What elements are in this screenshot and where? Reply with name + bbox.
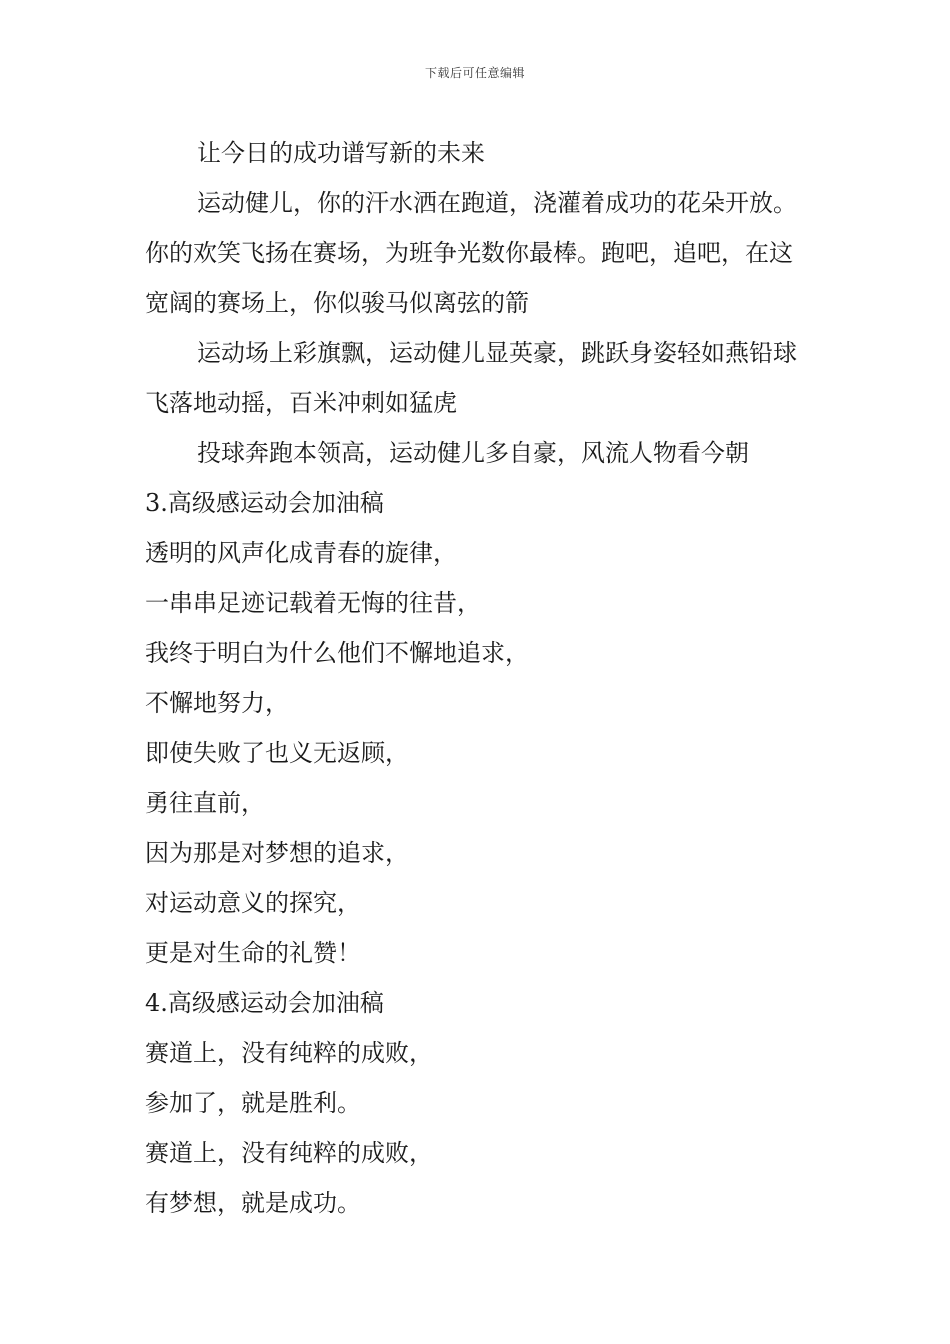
poem-line: 赛道上，没有纯粹的成败， xyxy=(145,1139,433,1167)
section-heading: 3.高级感运动会加油稿 xyxy=(145,489,384,517)
section-heading: 4.高级感运动会加油稿 xyxy=(145,989,384,1017)
poem-line: 对运动意义的探究， xyxy=(145,889,361,917)
paragraph: 运动场上彩旗飘，运动健儿显英豪，跳跃身姿轻如燕铅球飞落地动摇，百米冲刺如猛虎 xyxy=(145,339,797,417)
paragraph: 投球奔跑本领高，运动健儿多自豪，风流人物看今朝 xyxy=(197,439,749,467)
poem-line: 因为那是对梦想的追求， xyxy=(145,839,409,867)
poem-line: 更是对生命的礼赞！ xyxy=(145,939,361,967)
page-header-note: 下载后可任意编辑 xyxy=(424,66,525,80)
poem-line: 我终于明白为什么他们不懈地追求， xyxy=(145,639,529,667)
document-body xyxy=(145,128,810,1228)
paragraph: 运动健儿，你的汗水洒在跑道，浇灌着成功的花朵开放。你的欢笑飞扬在赛场，为班争光数你最棒。跑吧，追吧，在这宽阔的赛场上，你似骏马似离弦的箭 xyxy=(145,189,797,317)
poem-line: 一串串足迹记载着无悔的往昔， xyxy=(145,589,481,617)
poem-line: 不懈地努力， xyxy=(145,689,289,717)
poem-line: 勇往直前， xyxy=(145,789,265,817)
poem-line: 有梦想，就是成功。 xyxy=(145,1189,361,1217)
poem-line: 即使失败了也义无返顾， xyxy=(145,739,409,767)
poem-line: 赛道上，没有纯粹的成败， xyxy=(145,1039,433,1067)
poem-line: 透明的风声化成青春的旋律， xyxy=(145,539,457,567)
paragraph: 让今日的成功谱写新的未来 xyxy=(197,139,485,167)
poem-line: 参加了，就是胜利。 xyxy=(145,1089,361,1117)
